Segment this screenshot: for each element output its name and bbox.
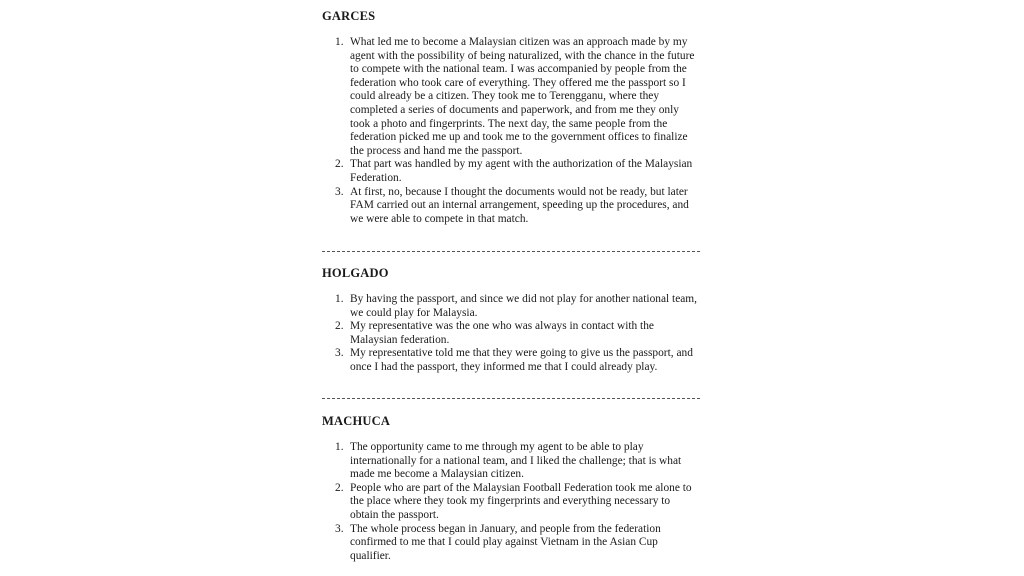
document-page xyxy=(300,0,720,576)
item-number: 1. xyxy=(335,293,344,305)
item-number: 3. xyxy=(335,347,344,360)
item-number: 2. xyxy=(335,158,344,171)
list-item xyxy=(322,158,700,185)
item-text: My representative told me that they were going to give us the passport, and once I had the passport, they informed me that I could already play. xyxy=(350,347,693,373)
section-heading-garces: GARCES xyxy=(322,9,376,23)
list-item xyxy=(322,320,700,347)
item-text: What led me to become a Malaysian citizen was an approach made by my agent with the possibility of being naturalized, with the chance in the future to compete with the national team. I was accompanied by people from the federation who took care of everything. They offered me the passport so I could already be a citizen. They took me to Terengganu, where they completed a series of documents and paperwork, and from me they only took a photo and fingerprints. The next day, the same people from the federation picked me up and took me to the government offices to finalize the process and hand me the passport. xyxy=(350,36,695,157)
section-divider xyxy=(322,398,700,399)
list-item xyxy=(322,186,700,227)
list-item xyxy=(322,347,700,374)
section-heading-machuca: MACHUCA xyxy=(322,414,391,428)
item-text: The opportunity came to me through my agent to be able to play internationally for a national team, and I liked the challenge; that is what made me become a Malaysian citizen. xyxy=(350,441,682,481)
item-number: 1. xyxy=(335,441,344,453)
section-divider xyxy=(322,251,700,252)
list-item xyxy=(322,293,700,320)
answer-list-garces xyxy=(322,36,700,226)
item-text: At first, no, because I thought the documents would not be ready, but later FAM carried out an internal arrangement, speeding up the procedures, and we were able to compete in that match. xyxy=(350,185,689,225)
item-text: By having the passport, and since we did not play for another national team, we could play for Malaysia. xyxy=(350,293,698,319)
item-number: 3. xyxy=(335,522,344,535)
item-text: My representative was the one who was always in contact with the Malaysian federation. xyxy=(350,320,654,346)
answer-list-machuca xyxy=(322,441,700,563)
list-item xyxy=(322,36,700,158)
list-item xyxy=(322,441,700,482)
item-number: 2. xyxy=(335,481,344,494)
list-item xyxy=(322,523,700,564)
item-number: 3. xyxy=(335,185,344,198)
item-number: 2. xyxy=(335,320,344,333)
item-text: That part was handled by my agent with the authorization of the Malaysian Federation. xyxy=(350,158,693,184)
item-text: The whole process began in January, and people from the federation confirmed to me that I could play against Vietnam in the Asian Cup qualifier. xyxy=(350,522,661,562)
section-heading-holgado: HOLGADO xyxy=(322,266,389,280)
item-text: People who are part of the Malaysian Football Federation took me alone to the place where they took my fingerprints and everything necessary to obtain the passport. xyxy=(350,481,692,521)
list-item xyxy=(322,482,700,523)
item-number: 1. xyxy=(335,36,344,48)
answer-list-holgado xyxy=(322,293,700,375)
